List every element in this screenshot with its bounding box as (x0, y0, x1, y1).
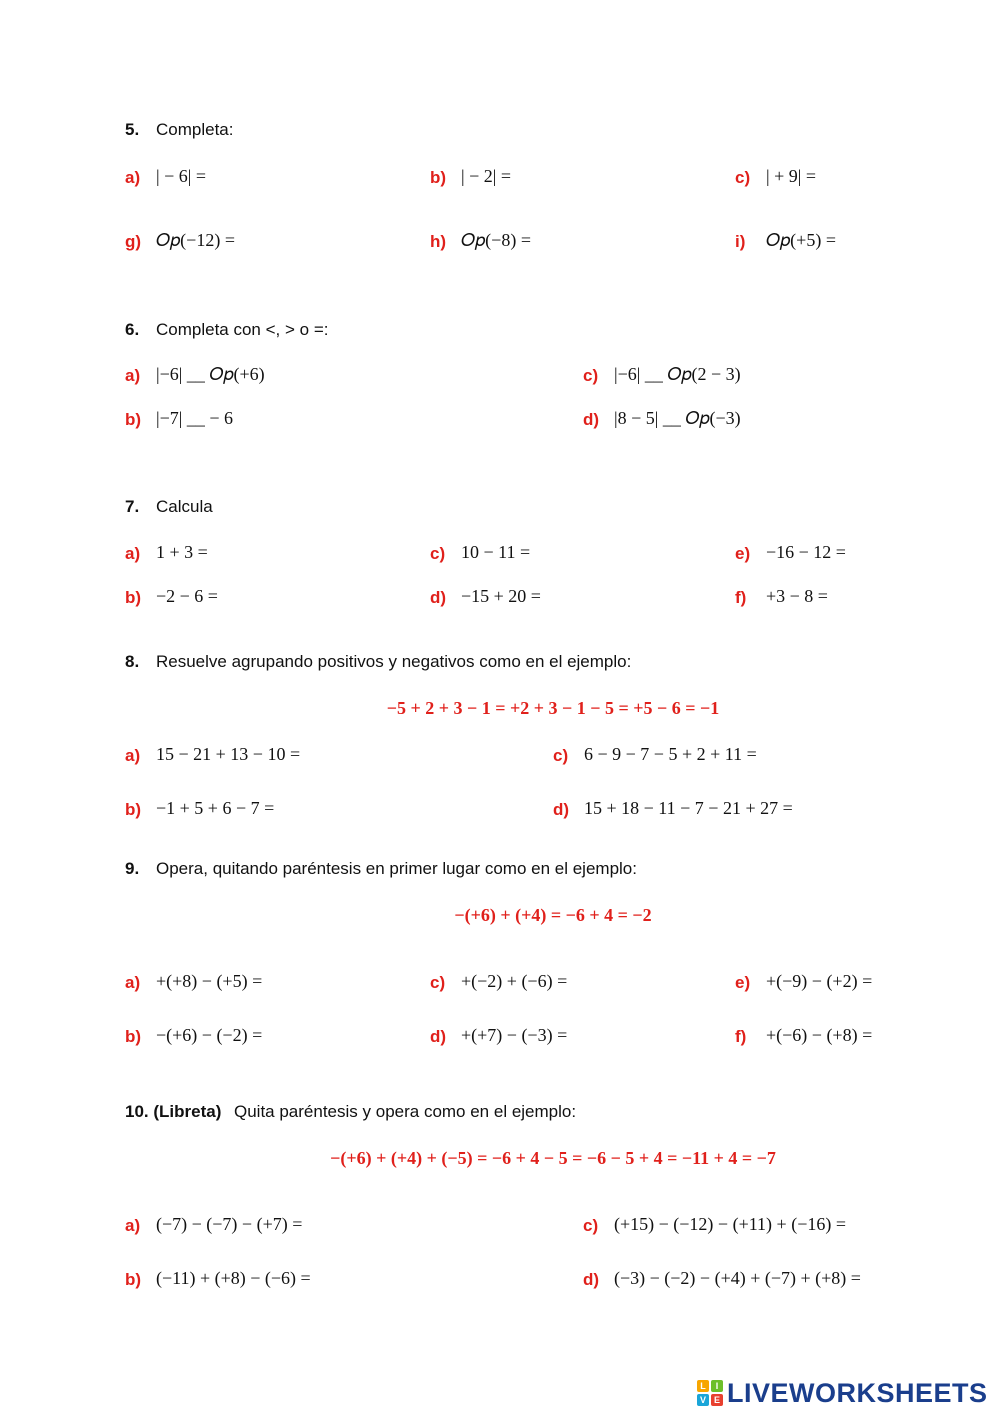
item-expression: +(−2) + (−6) = (461, 971, 568, 991)
item-label: e) (735, 973, 751, 992)
question-7-number: 7. (125, 497, 140, 516)
item-expression: |−6| __ 𝑂𝑝(2 − 3) (614, 364, 741, 384)
liveworksheets-watermark (697, 1376, 988, 1410)
item-expression: −2 − 6 = (156, 586, 218, 606)
question-10-text: Quita paréntesis y opera como en el ejemplo: (234, 1102, 577, 1121)
item-expression: |−7| __ − 6 (156, 408, 234, 428)
watermark-text: LIVEWORKSHEETS (727, 1377, 988, 1408)
item-expression: (−11) + (+8) − (−6) = (156, 1268, 311, 1288)
item-label: a) (125, 1216, 141, 1235)
item-expression: | − 6| = (156, 166, 207, 186)
question-10-number: 10. (Libreta) (125, 1102, 222, 1121)
item-label: b) (125, 410, 142, 429)
item-expression: | − 2| = (461, 166, 512, 186)
question-6-number: 6. (125, 320, 140, 339)
item-label: d) (583, 410, 600, 429)
question-8-number: 8. (125, 652, 140, 671)
item-label: e) (735, 544, 751, 563)
example-expression: −(+6) + (+4) = −6 + 4 = −2 (454, 905, 652, 925)
question-5-number: 5. (125, 120, 140, 139)
item-label: b) (430, 168, 447, 187)
item-expression: (−7) − (−7) − (+7) = (156, 1214, 303, 1234)
item-expression: +(+7) − (−3) = (461, 1025, 568, 1045)
question-9-text: Opera, quitando paréntesis en primer lugar como en el ejemplo: (156, 859, 637, 878)
item-expression: 6 − 9 − 7 − 5 + 2 + 11 = (584, 744, 757, 764)
item-expression: 15 − 21 + 13 − 10 = (156, 744, 301, 764)
item-expression: |−6| __ 𝑂𝑝(+6) (156, 364, 265, 384)
item-expression: (−3) − (−2) − (+4) + (−7) + (+8) = (614, 1268, 861, 1288)
item-label: d) (430, 1027, 447, 1046)
item-expression: +(−6) − (+8) = (766, 1025, 873, 1045)
item-label: c) (735, 168, 751, 187)
item-label: f) (735, 588, 747, 607)
item-expression: 𝑂𝑝(−12) = (156, 230, 235, 250)
logo-tile: V (697, 1394, 709, 1406)
item-label: c) (583, 366, 599, 385)
item-expression: +(+8) − (+5) = (156, 971, 263, 991)
item-expression: 10 − 11 = (461, 542, 531, 562)
liveworksheets-logo-icon (697, 1380, 723, 1406)
item-label: a) (125, 168, 141, 187)
item-label: b) (125, 1270, 142, 1289)
example-expression: −(+6) + (+4) + (−5) = −6 + 4 − 5 = −6 − 5 + 4 = −11 + 4 = −7 (330, 1148, 776, 1168)
item-label: c) (583, 1216, 599, 1235)
item-expression: −15 + 20 = (461, 586, 541, 606)
question-9-number: 9. (125, 859, 140, 878)
logo-tile: I (711, 1380, 723, 1392)
item-label: c) (430, 544, 446, 563)
item-expression: 𝑂𝑝(−8) = (461, 230, 531, 250)
item-expression: −1 + 5 + 6 − 7 = (156, 798, 275, 818)
item-expression: |8 − 5| __ 𝑂𝑝(−3) (614, 408, 741, 428)
question-8-text: Resuelve agrupando positivos y negativos como en el ejemplo: (156, 652, 632, 671)
item-label: d) (583, 1270, 600, 1289)
item-label: g) (125, 232, 142, 251)
item-expression: +(−9) − (+2) = (766, 971, 873, 991)
item-expression: (+15) − (−12) − (+11) + (−16) = (614, 1214, 846, 1234)
item-expression: +3 − 8 = (766, 586, 828, 606)
question-6-text: Completa con <, > o =: (156, 320, 329, 339)
item-label: c) (553, 746, 569, 765)
item-label: a) (125, 544, 141, 563)
item-label: a) (125, 746, 141, 765)
item-expression: −16 − 12 = (766, 542, 846, 562)
item-label: b) (125, 588, 142, 607)
item-label: a) (125, 973, 141, 992)
example-expression: −5 + 2 + 3 − 1 = +2 + 3 − 1 − 5 = +5 − 6 = −1 (386, 698, 720, 718)
item-label: h) (430, 232, 447, 251)
item-label: c) (430, 973, 446, 992)
item-expression: 15 + 18 − 11 − 7 − 21 + 27 = (584, 798, 793, 818)
item-label: b) (125, 800, 142, 819)
item-label: b) (125, 1027, 142, 1046)
item-label: f) (735, 1027, 747, 1046)
question-7-text: Calcula (156, 497, 213, 516)
item-label: d) (553, 800, 570, 819)
logo-tile: E (711, 1394, 723, 1406)
logo-tile: L (697, 1380, 709, 1392)
question-5-text: Completa: (156, 120, 234, 139)
item-expression: 1 + 3 = (156, 542, 208, 562)
item-expression: | + 9| = (766, 166, 817, 186)
item-expression: −(+6) − (−2) = (156, 1025, 263, 1045)
item-expression: 𝑂𝑝(+5) = (766, 230, 836, 250)
item-label: d) (430, 588, 447, 607)
item-label: a) (125, 366, 141, 385)
item-label: i) (735, 232, 746, 251)
